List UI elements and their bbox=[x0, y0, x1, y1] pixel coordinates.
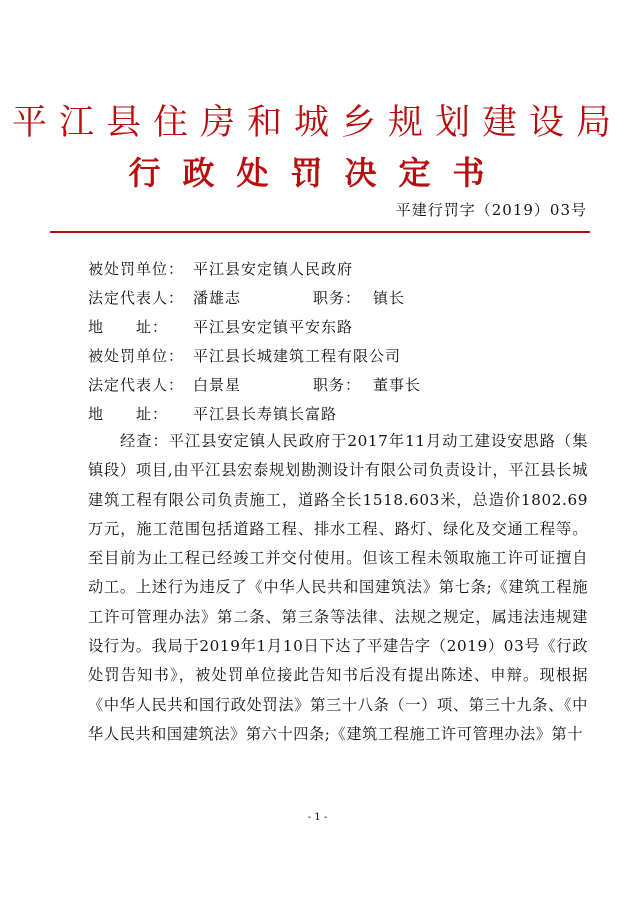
duty-label: 职务： bbox=[313, 376, 362, 394]
party-label: 法定代表人： bbox=[88, 289, 185, 307]
party-value: 平江县长寿镇长富路 bbox=[193, 405, 338, 423]
party-value: 潘雄志 bbox=[193, 289, 242, 307]
duty-label: 职务： bbox=[313, 289, 362, 307]
page-number: - 1 - bbox=[307, 812, 328, 823]
duty-value: 董事长 bbox=[373, 376, 422, 394]
header-divider bbox=[50, 231, 590, 233]
party-row bbox=[88, 371, 588, 400]
party-label: 法定代表人： bbox=[88, 376, 185, 394]
party-label: 地 址： bbox=[88, 318, 169, 336]
party-info-list bbox=[88, 255, 588, 429]
party-label: 被处罚单位： bbox=[88, 260, 185, 278]
party-value: 平江县安定镇人民政府 bbox=[193, 260, 354, 278]
duty-value: 镇长 bbox=[373, 289, 406, 307]
party-value: 平江县安定镇平安东路 bbox=[193, 318, 354, 336]
issuing-authority-title: 平江县住房和城乡规划建设局 bbox=[11, 103, 623, 143]
party-row bbox=[88, 400, 588, 429]
party-label: 被处罚单位： bbox=[88, 347, 185, 365]
findings-paragraph: 经查：平江县安定镇人民政府于2017年11月动工建设安思路（集镇段）项目,由平江县宏泰规划勘测设计有限公司负责设计，平江县长城建筑工程有限公司负责施工，道路全长1518.603米，总造价1802.69万元，施工范围包括道路工程、排水工程、路灯、绿化及交通工程等。至目前为止工程已经竣工并交付使用。但该工程未领取施工许可证擅自动工。上述行为违反了《中华人民共和国建筑法》第七条;《建筑工程施工许可管理办法》第二条、第三条等法律、法规之规定，属违法违规建设行为。我局于2019年1月10日下达了平建告字（2019）03号《行政处罚告知书》，被处罚单位接此告知书后没有提出陈述、申辩。现根据《中华人民共和国行政处罚法》第三十八条（一）项、第三十九条、《中华人民共和国建筑法》第六十四条;《建筑工程施工许可管理办法》第十 bbox=[88, 432, 588, 743]
party-row bbox=[88, 284, 588, 313]
party-row bbox=[88, 342, 588, 371]
party-row bbox=[88, 255, 588, 284]
party-value: 平江县长城建筑工程有限公司 bbox=[193, 347, 402, 365]
party-label: 地 址： bbox=[88, 405, 169, 423]
document-number: 平建行罚字（2019）03号 bbox=[395, 201, 587, 219]
party-value: 白景星 bbox=[193, 376, 242, 394]
party-row bbox=[88, 313, 588, 342]
document-title: 行政处罚决定书 bbox=[128, 154, 507, 192]
